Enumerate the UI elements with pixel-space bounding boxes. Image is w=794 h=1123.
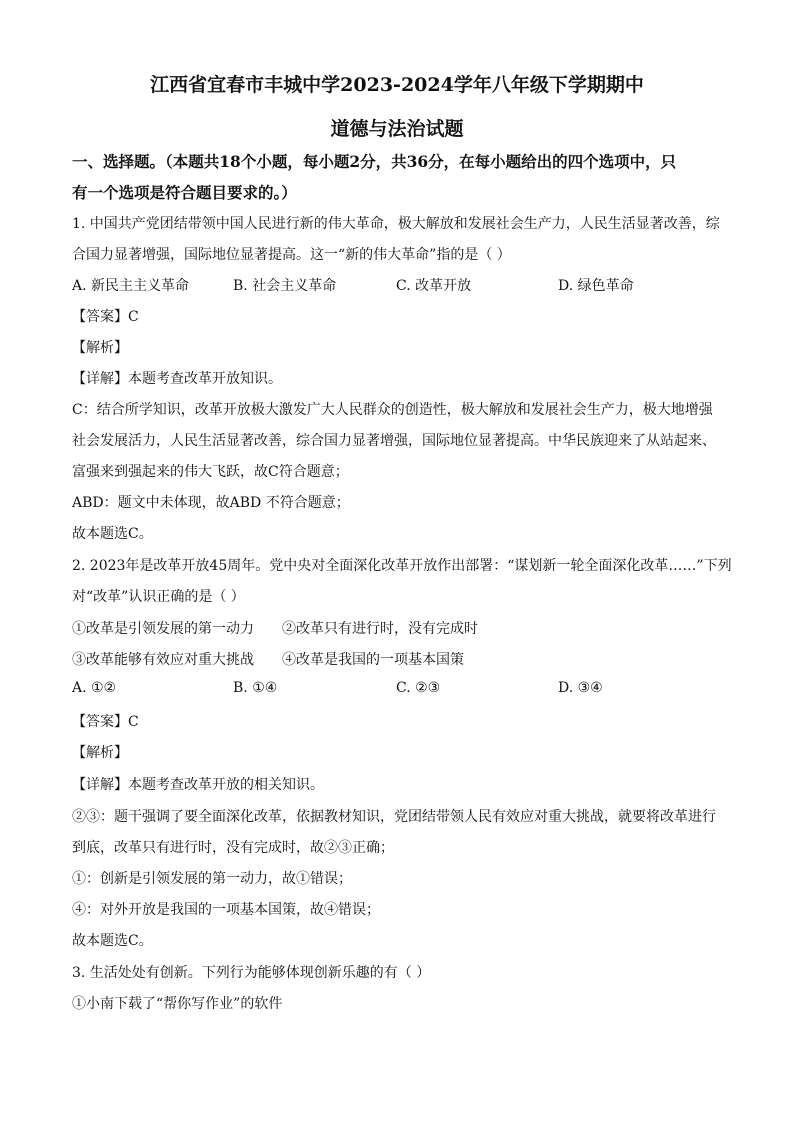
q1-explanation-line2: 社会发展活力，人民生活显著改善，综合国力显著增强，国际地位显著提高。中华民族迎来了从站起来、 (72, 433, 716, 449)
q1-explanation-line4: ABD：题文中未体现，故ABD 不符合题意； (72, 495, 350, 511)
section-heading-line2: 有一个选项是符合题目要求的。） (72, 183, 297, 202)
q1-option-d: D. 绿色革命 (558, 278, 634, 294)
q1-detail: 【详解】本题考查改革开放知识。 (72, 371, 282, 387)
q1-option-b: B. 社会主义革命 (233, 278, 337, 294)
q2-statement-4: ④改革是我国的一项基本国策 (282, 652, 464, 668)
q2-detail: 【详解】本题考查改革开放的相关知识。 (72, 777, 324, 793)
q2-explanation-line2: 到底，改革只有进行时，没有完成时，故②③正确； (72, 840, 394, 856)
q2-option-a: A. ①② (72, 680, 117, 696)
q2-answer: 【答案】C (72, 714, 139, 730)
q1-stem-line2: 合国力显著增强，国际地位显著提高。这一“新的伟大革命”指的是（ ） (72, 247, 511, 263)
q2-statement-1: ①改革是引领发展的第一动力 (72, 621, 254, 637)
q2-explanation-line4: ④：对外开放是我国的一项基本国策，故④错误； (72, 902, 380, 918)
q1-option-c: C. 改革开放 (396, 278, 472, 294)
q2-option-c: C. ②③ (396, 680, 441, 696)
q2-statement-3: ③改革能够有效应对重大挑战 (72, 652, 254, 668)
q2-option-d: D. ③④ (558, 680, 603, 696)
q1-explanation-line1: C：结合所学知识，改革开放极大激发广大人民群众的创造性，极大解放和发展社会生产力，极大地增强 (72, 402, 713, 418)
q2-explanation-line3: ①：创新是引领发展的第一动力，故①错误； (72, 871, 352, 887)
exam-title: 江西省宜春市丰城中学2023-2024学年八年级下学期期中 (150, 74, 644, 96)
q2-conclusion: 故本题选C。 (72, 933, 153, 949)
q2-stem-line2: 对“改革”认识正确的是（ ） (72, 589, 245, 605)
exam-subtitle: 道德与法治试题 (330, 118, 464, 140)
q2-option-b: B. ①④ (233, 680, 278, 696)
q3-stem-line1: 3. 生活处处有创新。下列行为能够体现创新乐趣的有（ ） (72, 965, 431, 981)
q2-analysis-label: 【解析】 (72, 745, 128, 761)
q1-explanation-line3: 富强来到强起来的伟大飞跃，故C符合题意； (72, 464, 349, 480)
q2-statement-2: ②改革只有进行时，没有完成时 (282, 621, 478, 637)
q2-explanation-line1: ②③：题干强调了要全面深化改革，依据教材知识，党团结带领人民有效应对重大挑战，就要将改革进行 (72, 809, 716, 825)
q1-answer: 【答案】C (72, 309, 139, 325)
q3-statement-1: ①小南下载了“帮你写作业”的软件 (72, 996, 283, 1012)
q1-stem-line1: 1. 中国共产党团结带领中国人民进行新的伟大革命，极大解放和发展社会生产力，人民生活显著改善，综 (72, 216, 720, 232)
section-heading-line1: 一、选择题。（本题共18个小题，每小题2分，共36分，在每小题给出的四个选项中，只 (72, 152, 677, 171)
q2-stem-line1: 2. 2023年是改革开放45周年。党中央对全面深化改革开放作出部署：“谋划新一轮全面深化改革……”下列 (72, 558, 732, 574)
q1-option-a: A. 新民主主义革命 (72, 278, 190, 294)
q1-analysis-label: 【解析】 (72, 340, 128, 356)
q1-conclusion: 故本题选C。 (72, 526, 153, 542)
